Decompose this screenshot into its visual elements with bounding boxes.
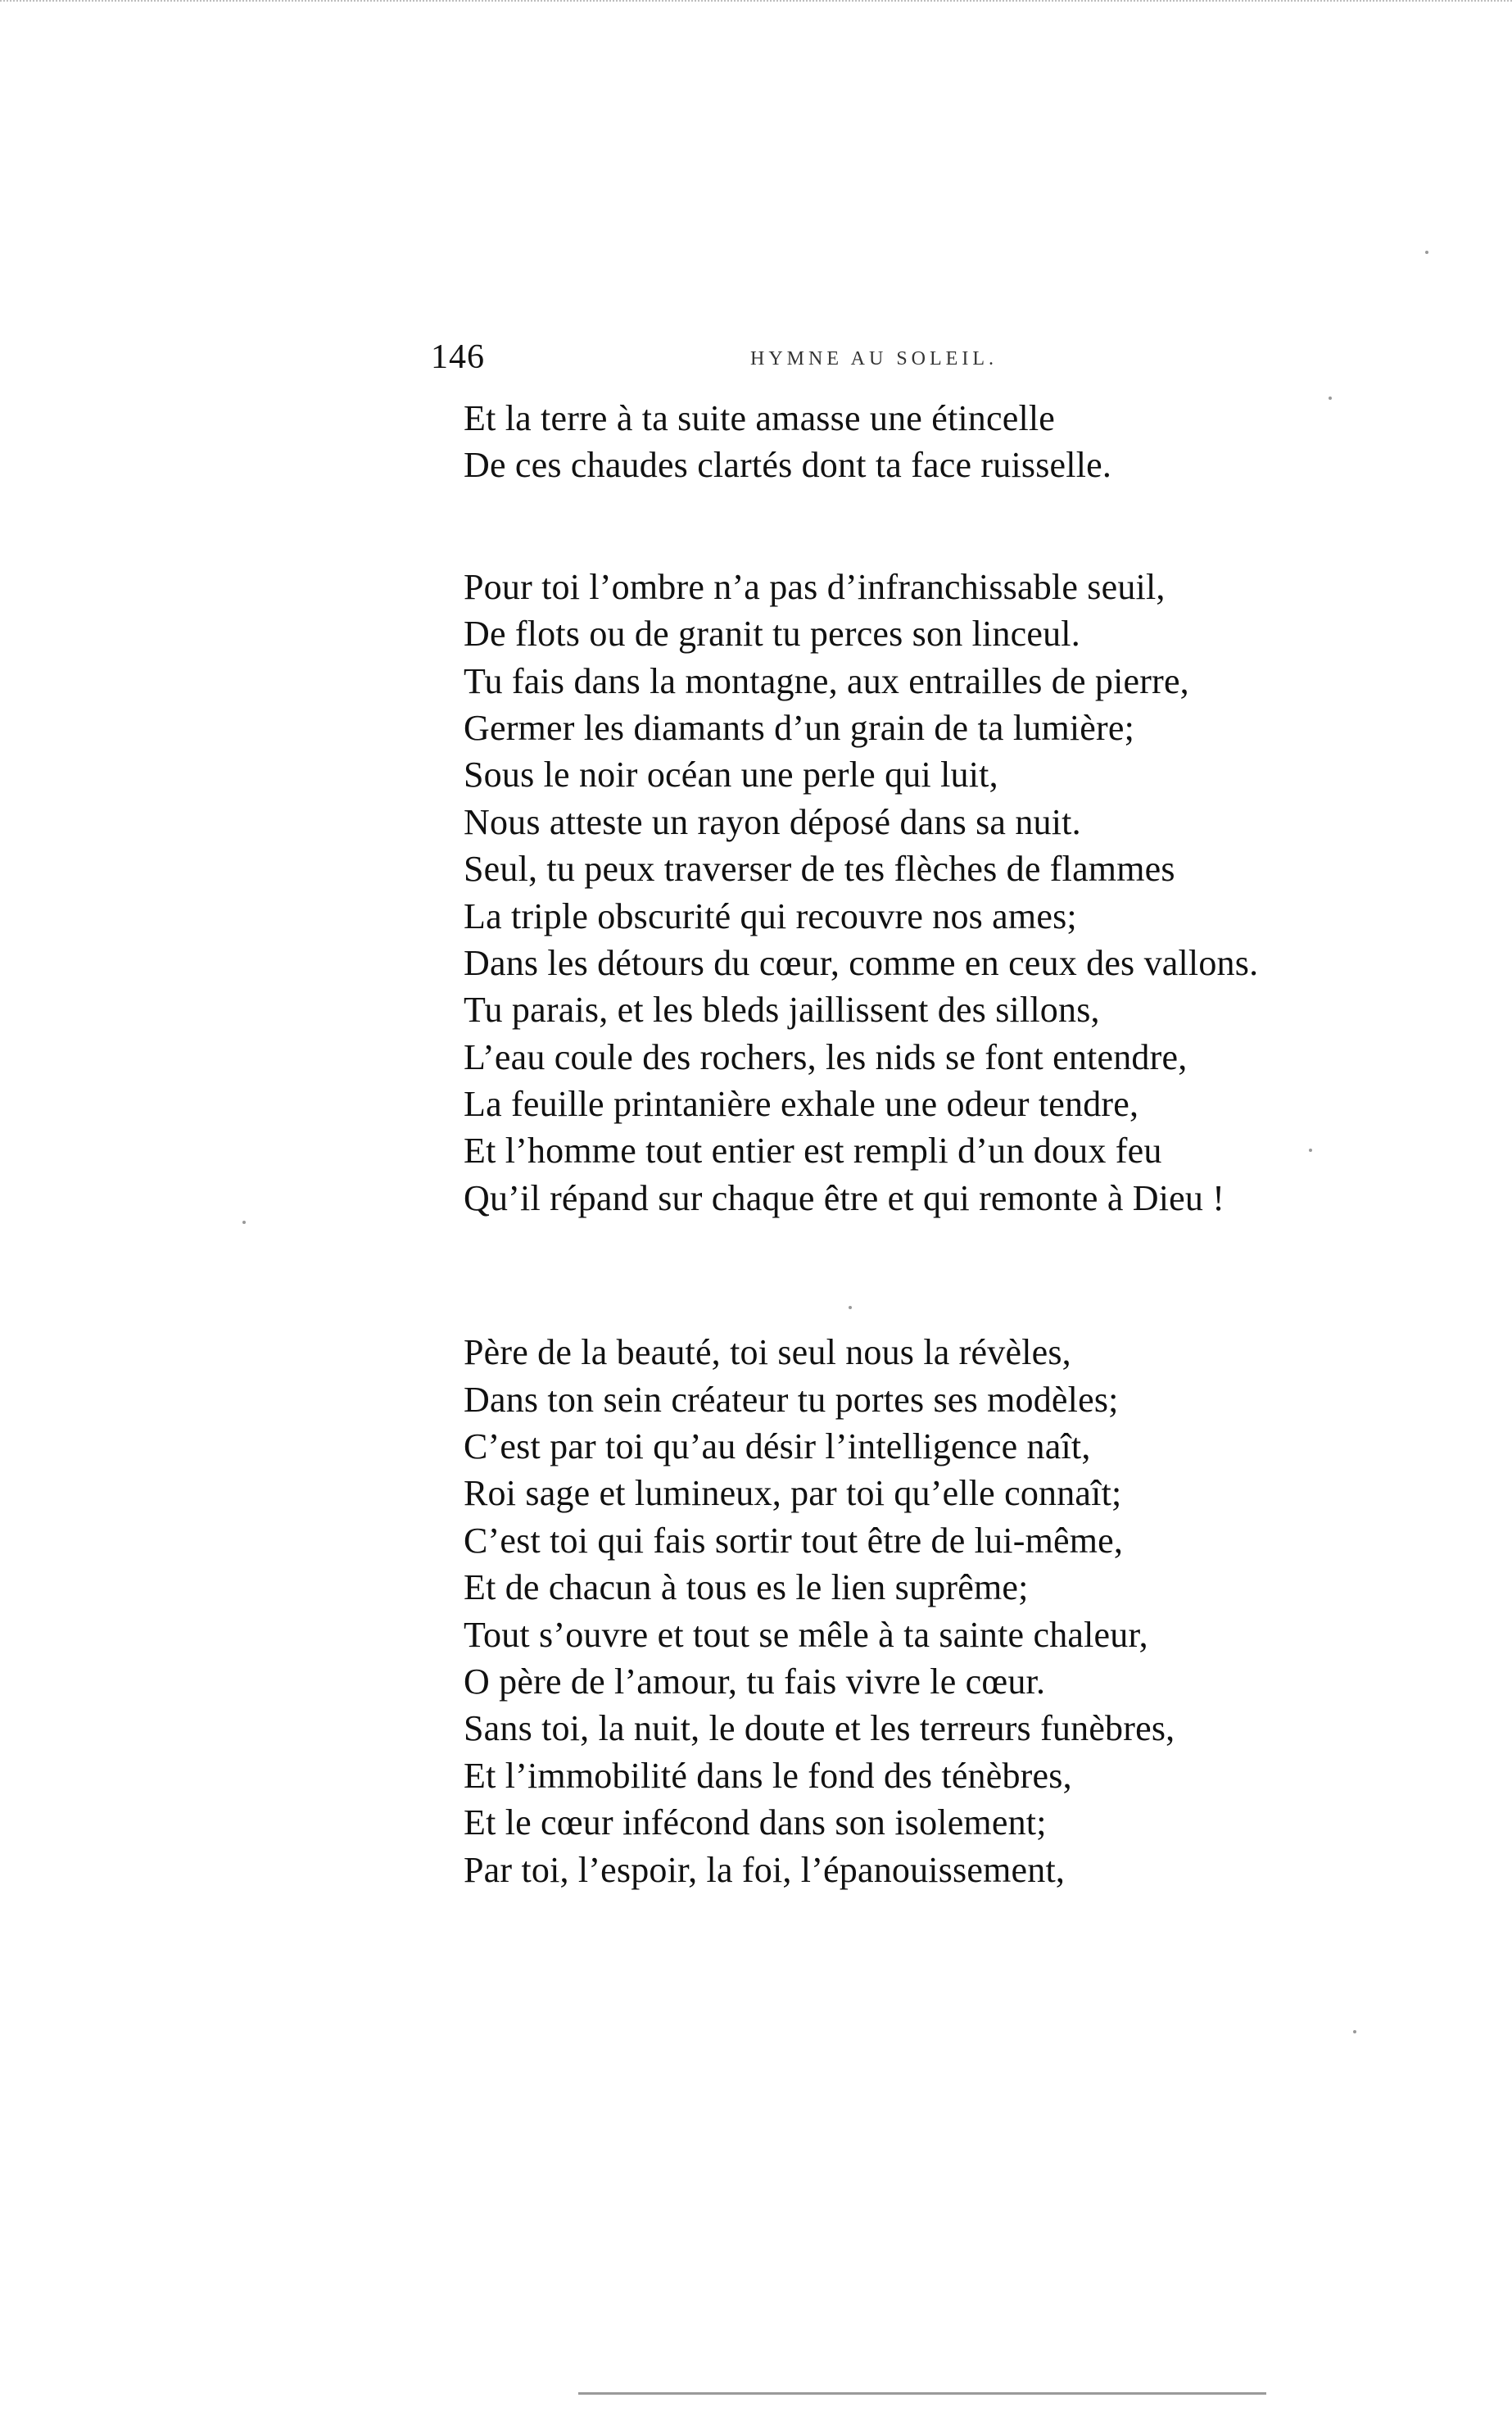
verse-line: C’est par toi qu’au désir l’intelligence naît, bbox=[464, 1426, 1091, 1467]
verse-line: Germer les diamants d’un grain de ta lumière; bbox=[464, 707, 1135, 748]
stanza bbox=[464, 1329, 1446, 1893]
verse-line: Par toi, l’espoir, la foi, l’épanouissement, bbox=[464, 1849, 1066, 1890]
page-number: 146 bbox=[431, 338, 485, 376]
scan-speck bbox=[1309, 1149, 1312, 1152]
verse-line: Dans les détours du cœur, comme en ceux des vallons. bbox=[464, 942, 1259, 983]
scan-speck bbox=[849, 1306, 852, 1309]
verse-line: Sous le noir océan une perle qui luit, bbox=[464, 755, 998, 795]
scan-speck bbox=[242, 1221, 246, 1224]
verse-line: La triple obscurité qui recouvre nos ames; bbox=[464, 895, 1077, 936]
verse-line: Et la terre à ta suite amasse une étincelle bbox=[464, 398, 1056, 438]
bottom-edge-rule bbox=[578, 2392, 1266, 2395]
verse-line: C’est toi qui fais sortir tout être de lui-même, bbox=[464, 1520, 1124, 1561]
top-edge-rule bbox=[0, 0, 1512, 7]
scan-speck bbox=[1353, 2030, 1356, 2033]
verse-line: Tu parais, et les bleds jaillissent des sillons, bbox=[464, 990, 1100, 1031]
verse-line: Et l’homme tout entier est rempli d’un doux feu bbox=[464, 1131, 1162, 1172]
verse-line: Nous atteste un rayon déposé dans sa nuit. bbox=[464, 801, 1081, 842]
verse-line: De ces chaudes clartés dont ta face ruisselle. bbox=[464, 445, 1112, 486]
scan-speck bbox=[1329, 397, 1332, 400]
verse-line: Et le cœur infécond dans son isolement; bbox=[464, 1802, 1047, 1843]
verse-line: Qu’il répand sur chaque être et qui remonte à Dieu ! bbox=[464, 1177, 1225, 1218]
verse-line: Et l’immobilité dans le fond des ténèbres, bbox=[464, 1755, 1072, 1796]
verse-line: Pour toi l’ombre n’a pas d’infranchissable seuil, bbox=[464, 566, 1166, 607]
page-header bbox=[431, 334, 1021, 383]
verse-line: Père de la beauté, toi seul nous la révèles, bbox=[464, 1332, 1071, 1373]
poem-body bbox=[464, 395, 1446, 1893]
stanza-spacer bbox=[464, 1222, 1446, 1329]
verse-line: O père de l’amour, tu fais vivre le cœur. bbox=[464, 1661, 1046, 1702]
verse-line: La feuille printanière exhale une odeur tendre, bbox=[464, 1084, 1139, 1125]
verse-line: Sans toi, la nuit, le doute et les terreurs funèbres, bbox=[464, 1708, 1175, 1749]
verse-line: L’eau coule des rochers, les nids se font entendre, bbox=[464, 1036, 1188, 1077]
running-title: HYMNE AU SOLEIL. bbox=[750, 348, 998, 369]
verse-line: Tout s’ouvre et tout se mêle à ta sainte chaleur, bbox=[464, 1614, 1148, 1655]
verse-line: Seul, tu peux traverser de tes flèches de flammes bbox=[464, 849, 1175, 890]
stanza bbox=[464, 395, 1446, 489]
verse-line: Dans ton sein créateur tu portes ses modèles; bbox=[464, 1379, 1119, 1420]
stanza-spacer bbox=[464, 489, 1446, 564]
verse-line: Tu fais dans la montagne, aux entrailles de pierre, bbox=[464, 660, 1189, 701]
verse-line: Roi sage et lumineux, par toi qu’elle connaît; bbox=[464, 1473, 1122, 1514]
scan-speck bbox=[1425, 251, 1428, 254]
verse-line: Et de chacun à tous es le lien suprême; bbox=[464, 1567, 1029, 1608]
stanza bbox=[464, 564, 1446, 1222]
verse-line: De flots ou de granit tu perces son linceul. bbox=[464, 614, 1080, 655]
